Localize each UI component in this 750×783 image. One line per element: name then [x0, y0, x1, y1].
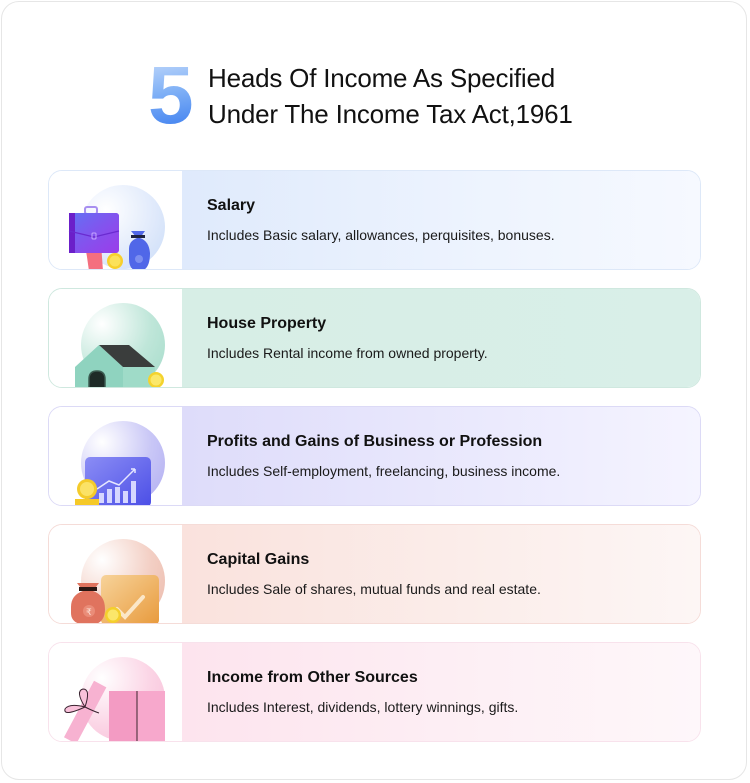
- briefcase-money-bag-icon: [49, 171, 182, 269]
- income-head-title: House Property: [207, 315, 327, 332]
- gift-box-icon: [49, 643, 182, 741]
- income-head-card-capital-gains: [48, 524, 701, 624]
- income-head-card-salary: [48, 170, 701, 270]
- income-head-card-house-property: [48, 288, 701, 388]
- income-head-description: Includes Basic salary, allowances, perquisites, bonuses.: [207, 227, 555, 243]
- title-number: 5: [148, 55, 200, 137]
- house-coin-icon: [49, 289, 182, 387]
- growth-chart-coin-icon: [49, 407, 182, 505]
- title-line-2: Under The Income Tax Act,1961: [208, 99, 573, 129]
- income-head-description: Includes Interest, dividends, lottery winnings, gifts.: [207, 699, 519, 715]
- income-head-title: Capital Gains: [207, 551, 310, 568]
- income-head-card-business-profession: [48, 406, 701, 506]
- income-head-title: Income from Other Sources: [207, 669, 418, 686]
- title-line-1: Heads Of Income As Specified: [208, 63, 556, 93]
- money-bag-check-icon: [49, 525, 182, 623]
- income-head-card-other-sources: [48, 642, 701, 742]
- income-head-description: Includes Sale of shares, mutual funds and real estate.: [207, 581, 541, 597]
- income-head-description: Includes Rental income from owned property.: [207, 345, 488, 361]
- income-head-title: Salary: [207, 197, 256, 214]
- income-head-description: Includes Self-employment, freelancing, business income.: [207, 463, 561, 479]
- svg-text:₹: ₹: [86, 608, 92, 618]
- income-head-title: Profits and Gains of Business or Profession: [207, 433, 543, 450]
- page-title: [148, 50, 573, 141]
